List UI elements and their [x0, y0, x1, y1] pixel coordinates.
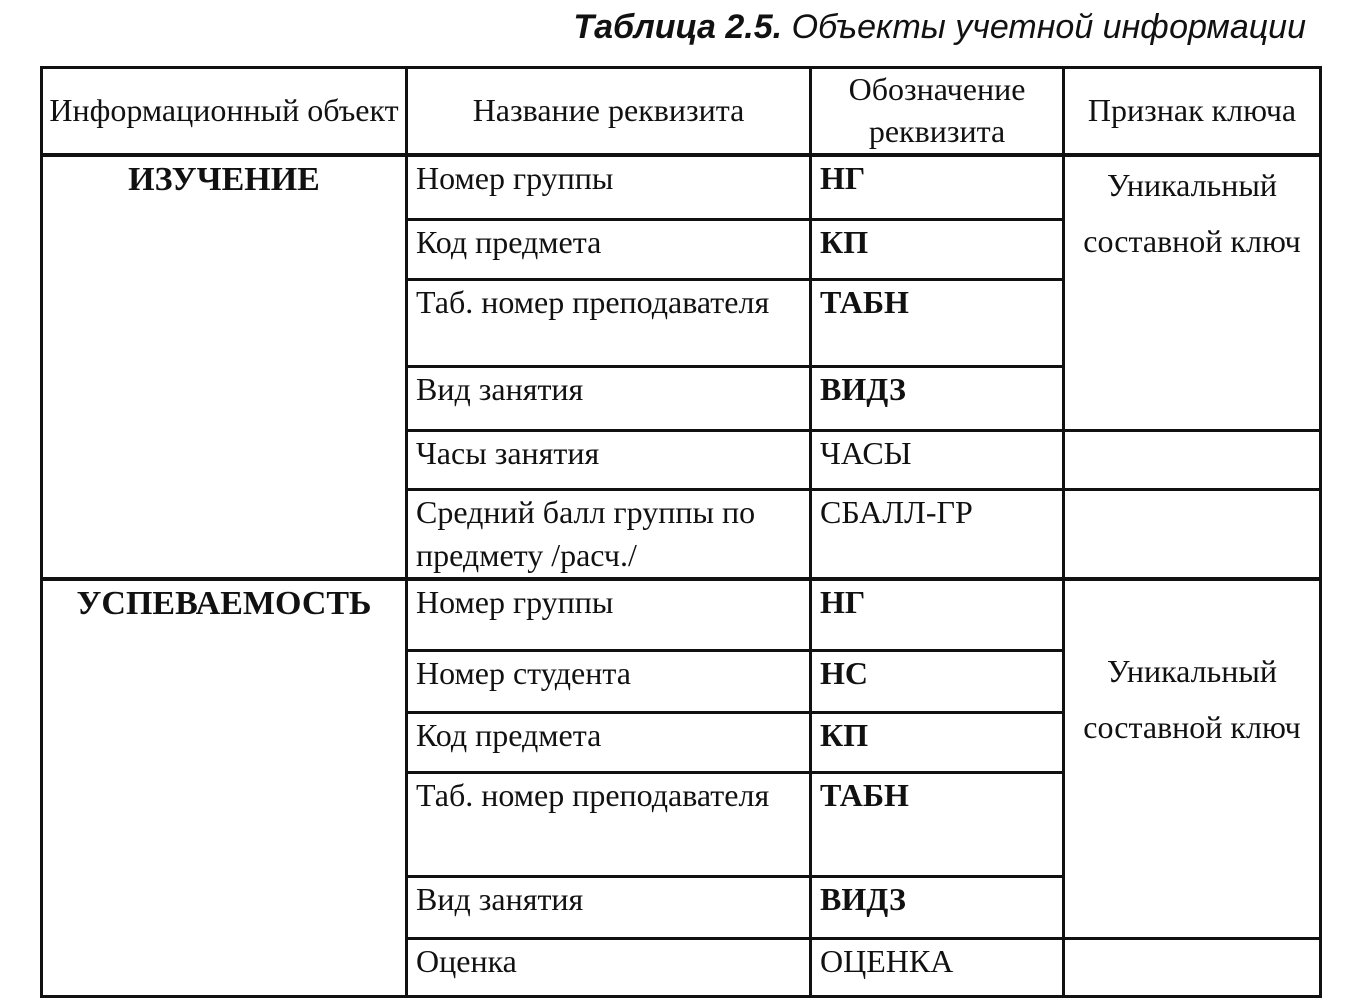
attribute-name: Код предмета — [407, 219, 811, 279]
attribute-code: ВИДЗ — [811, 366, 1064, 430]
object-name: ИЗУЧЕНИЕ — [42, 155, 407, 579]
attribute-name: Номер группы — [407, 579, 811, 651]
header-row — [42, 68, 1321, 156]
caption-text: Объекты учетной информации — [791, 8, 1306, 46]
attribute-code: ВИДЗ — [811, 877, 1064, 939]
column-header-attribute-code: Обозначение реквизита — [811, 68, 1064, 156]
attribute-code: ТАБН — [811, 279, 1064, 366]
attribute-code: НС — [811, 651, 1064, 713]
attribute-code: ЧАСЫ — [811, 430, 1064, 489]
column-header-object: Информационный объект — [42, 68, 407, 156]
attribute-code: КП — [811, 713, 1064, 773]
key-label: Уникальный составной ключ — [1064, 579, 1321, 939]
attribute-name: Таб. номер преподавателя — [407, 773, 811, 877]
key-cell-empty — [1064, 939, 1321, 997]
column-header-attribute-name: Название реквизита — [407, 68, 811, 156]
group-uspevaemost — [42, 579, 1321, 997]
object-name: УСПЕВАЕМОСТЬ — [42, 579, 407, 997]
accounting-objects-table — [40, 66, 1322, 998]
group-izuchenie — [42, 155, 1321, 579]
table-row — [42, 579, 1321, 651]
attribute-name: Оценка — [407, 939, 811, 997]
column-header-key: Признак ключа — [1064, 68, 1321, 156]
table-row — [42, 155, 1321, 219]
attribute-name: Номер студента — [407, 651, 811, 713]
caption-label: Таблица 2.5. — [573, 8, 783, 46]
attribute-name: Таб. номер преподавателя — [407, 279, 811, 366]
attribute-code: НГ — [811, 579, 1064, 651]
attribute-name: Номер группы — [407, 155, 811, 219]
attribute-name: Вид занятия — [407, 366, 811, 430]
key-label: Уникальный составной ключ — [1064, 155, 1321, 430]
attribute-code: СБАЛЛ-ГР — [811, 489, 1064, 579]
attribute-code: НГ — [811, 155, 1064, 219]
attribute-code: ТАБН — [811, 773, 1064, 877]
attribute-name: Средний балл группы по предмету /расч./ — [407, 489, 811, 579]
attribute-code: КП — [811, 219, 1064, 279]
attribute-code: ОЦЕНКА — [811, 939, 1064, 997]
key-cell-empty — [1064, 430, 1321, 489]
attribute-name: Часы занятия — [407, 430, 811, 489]
attribute-name: Код предмета — [407, 713, 811, 773]
attribute-name: Вид занятия — [407, 877, 811, 939]
table-caption — [573, 8, 1306, 47]
key-cell-empty — [1064, 489, 1321, 579]
